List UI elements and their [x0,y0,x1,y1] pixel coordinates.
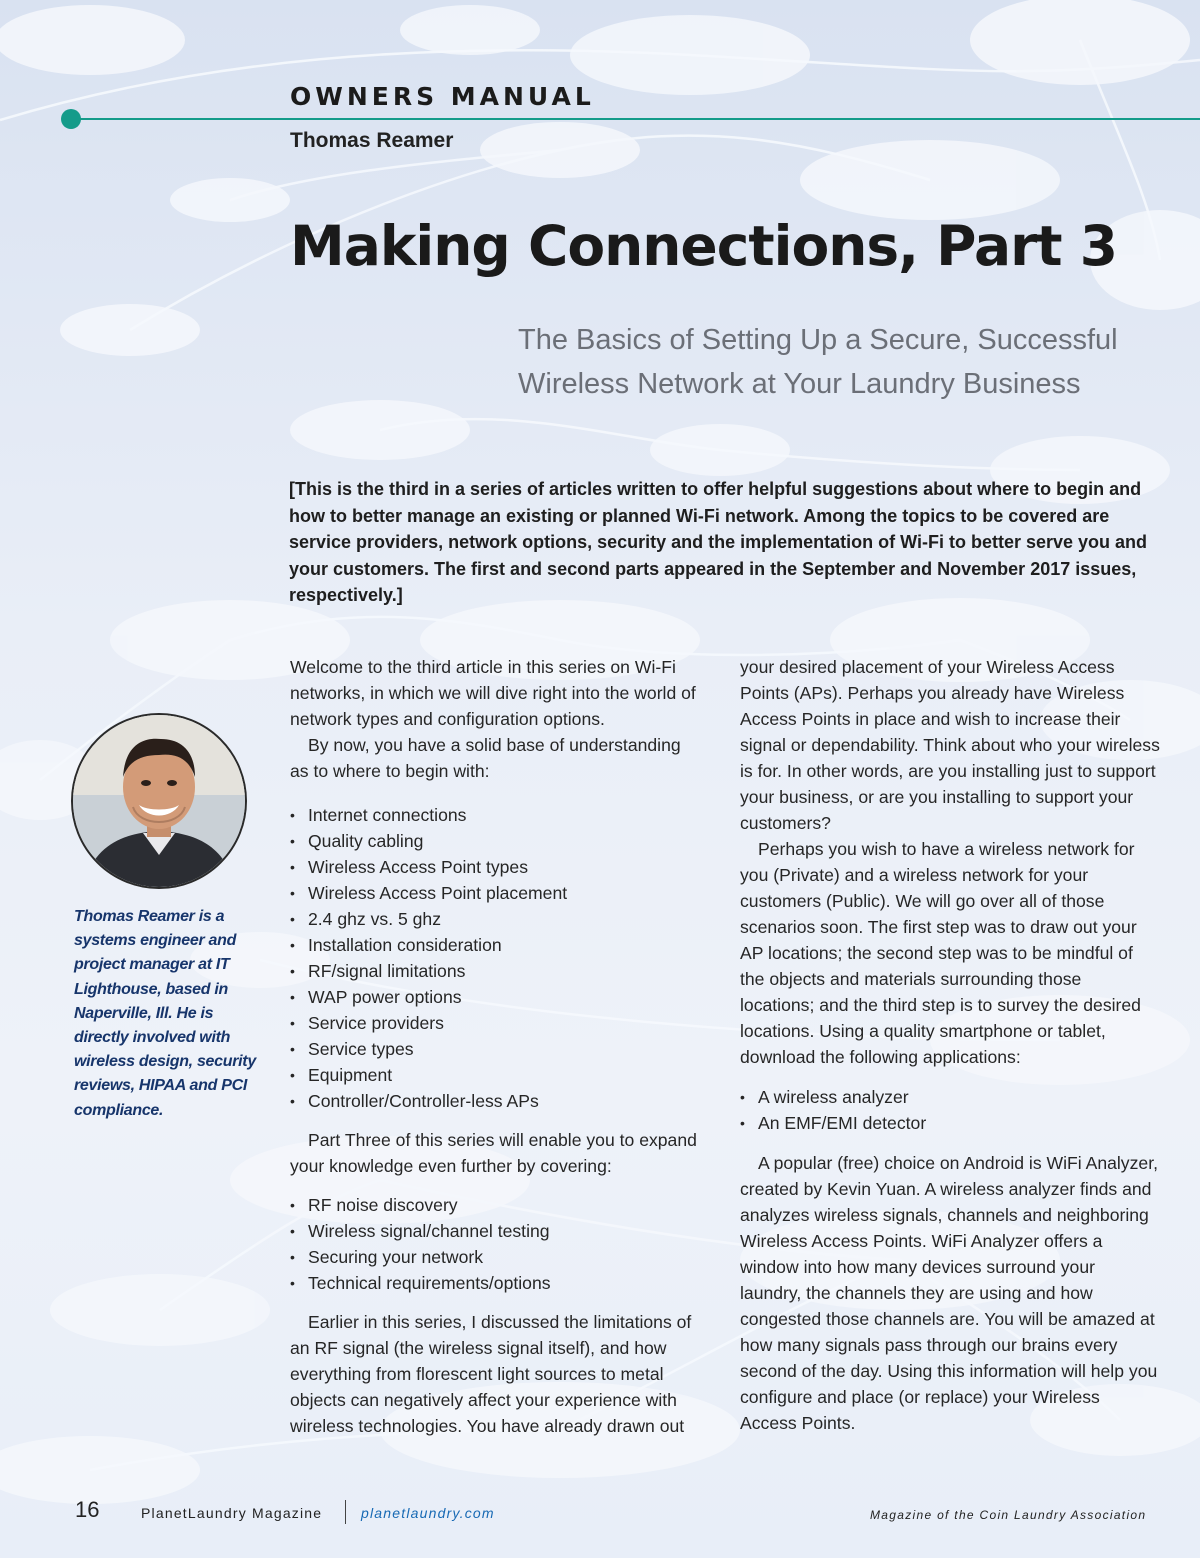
list-item: • Wireless signal/channel testing [290,1218,700,1244]
list-item: • Service providers [290,1010,700,1036]
list-item: • A wireless analyzer [740,1084,1160,1110]
page-number: 16 [75,1497,100,1522]
list-item: • WAP power options [290,984,700,1010]
list-item: • Controller/Controller-less APs [290,1088,700,1114]
list-item: • Internet connections [290,802,700,828]
list-item: • Wireless Access Point types [290,854,700,880]
list-item: • Installation consideration [290,932,700,958]
body-paragraph: A popular (free) choice on Android is WiFi Analyzer, created by Kevin Yuan. A wireless analyzer finds and analyzes wireless signals, channels and neighboring Wireless Access Points. WiFi Analyzer offers a window into how many devices surround your laundry, the channels they are using and how congested those channels are. You will be amazed at how many signals pass through our brains every second of the day. Using this information will help you configure and place (or replace) your Wireless Access Points. [740,1153,1158,1433]
list-item: • Technical requirements/options [290,1270,700,1296]
body-column-1 [290,654,700,1439]
list-item: • Equipment [290,1062,700,1088]
list-item: • RF noise discovery [290,1192,700,1218]
subtitle-line-2: Wireless Network at Your Laundry Business [518,368,1081,400]
list-item: • An EMF/EMI detector [740,1110,1160,1136]
article-intro: [This is the third in a series of articles written to offer helpful suggestions about where to begin and how to better manage an existing or planned Wi-Fi network. Among the topics to be covered are service providers, network options, security and the implementation of Wi-Fi to better serve you and your customers. The first and second parts appeared in the September and November 2017 issues, respectively.] [289,479,1148,605]
list-item: • 2.4 ghz vs. 5 ghz [290,906,700,932]
body-paragraph: Welcome to the third article in this series on Wi-Fi networks, in which we will dive right into the world of network types and configuration options. [290,657,696,729]
list-item: • Service types [290,1036,700,1062]
subtitle-line-1: The Basics of Setting Up a Secure, Successful [518,324,1118,356]
coverage-list [290,1192,700,1296]
topics-list [290,802,700,1114]
magazine-name: PlanetLaundry Magazine [141,1505,323,1521]
section-label: OWNERS MANUAL [290,82,595,111]
article-title: Making Connections, Part 3 [290,214,1117,278]
body-paragraph: your desired placement of your Wireless Access Points (APs). Perhaps you already have Wireless Access Points in place and wish to increase their signal or dependability. Think about who your wireless is for. In other words, are you installing just to support your business, or are you installing to support your customers? [740,657,1160,833]
website-link[interactable]: planetlaundry.com [361,1505,495,1521]
list-item: • Quality cabling [290,828,700,854]
author-bio: Thomas Reamer is a systems engineer and project manager at IT Lighthouse, based in Naperville, Ill. He is directly involved with wireless design, security reviews, HIPAA and PCI compliance. [74,908,256,1119]
magazine-tagline: Magazine of the Coin Laundry Association [870,1508,1147,1522]
portrait-illustration [73,715,245,887]
body-paragraph: Part Three of this series will enable you to expand your knowledge even further by covering: [290,1130,697,1176]
footer-divider [345,1500,346,1524]
body-paragraph: Perhaps you wish to have a wireless network for you (Private) and a wireless network for your customers (Public). We will go over all of those scenarios soon. The first step was to draw out your AP locations; the second step was to be mindful of the objects and materials surrounding those locations; and the third step is to survey the desired locations. Using a quality smartphone or tablet, download the following applications: [740,839,1141,1067]
body-paragraph: Earlier in this series, I discussed the limitations of an RF signal (the wireless signal itself), and how everything from florescent light sources to metal objects can negatively affect your experience with wireless technologies. You have already drawn out [290,1312,692,1436]
header-rule [76,118,1200,120]
apps-list [740,1084,1160,1136]
article-subtitle [518,318,1178,406]
list-item: • RF/signal limitations [290,958,700,984]
list-item: • Wireless Access Point placement [290,880,700,906]
author-name: Thomas Reamer [290,129,454,152]
list-item: • Securing your network [290,1244,700,1270]
body-paragraph: By now, you have a solid base of understanding as to where to begin with: [290,735,681,781]
author-photo [71,713,247,889]
body-column-2 [740,654,1160,1436]
